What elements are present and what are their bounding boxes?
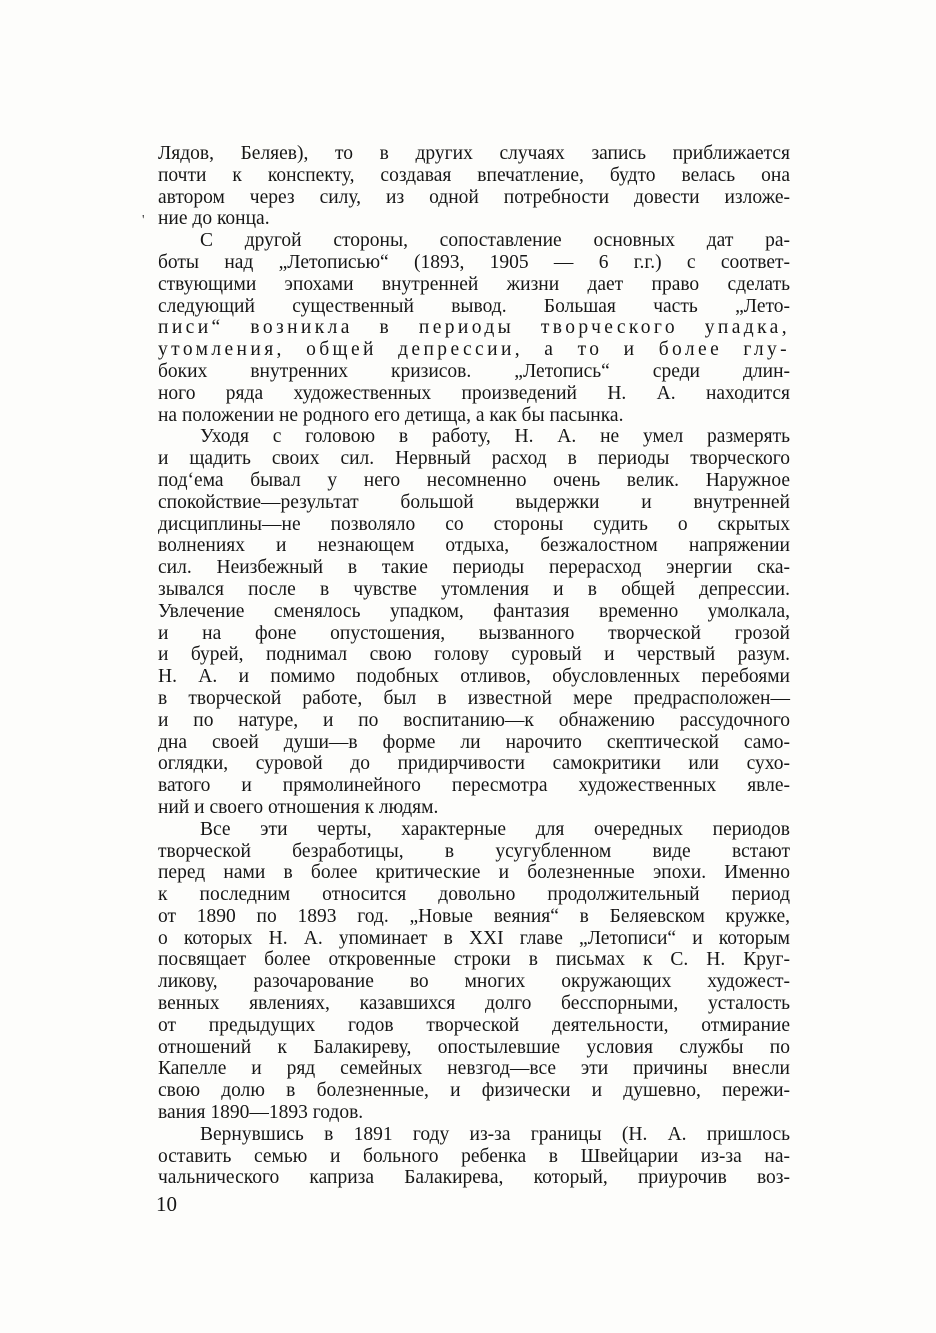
text-line: от предыдущих годов творческой деятельности, отмирание xyxy=(158,1014,790,1036)
text-line: Увлечение сменялось упадком, фантазия временно умолкала, xyxy=(158,600,790,622)
text-line: свою долю в болезненные, и физически и душевно, пережи- xyxy=(158,1080,790,1102)
text-line: Капелле и ряд семейных невзгод—все эти причины внесли xyxy=(158,1058,790,1080)
text-line: и щадить своих сил. Нервный расход в периоды творческого xyxy=(158,448,790,470)
text-line: С другой стороны, сопоставление основных дат ра- xyxy=(200,230,790,252)
text-line: дна своей души—в форме ли нарочито скептической само- xyxy=(158,731,790,753)
text-line: отношений к Балакиреву, опостылевшие условия службы по xyxy=(158,1036,790,1058)
text-line: Лядов, Беляев), то в других случаях запись приближается xyxy=(158,143,790,164)
text-line: чальнического каприза Балакирева, который, приурочив воз- xyxy=(158,1167,790,1189)
paragraph-5 xyxy=(158,1124,790,1189)
text-line: венных явлениях, казавшихся долго бесспорными, усталость xyxy=(158,993,790,1015)
text-line: на положении не родного его детища, а как бы пасынка. xyxy=(158,404,624,426)
text-line: Все эти черты, характерные для очередных периодов xyxy=(200,818,790,840)
text-line: посвящает более откровенные строки в письмах к С. Н. Круг- xyxy=(158,949,790,971)
text-line: и по натуре, и по воспитанию—к обнажению рассудочного xyxy=(158,709,790,731)
text-line: от 1890 по 1893 год. „Новые веяния“ в Беляевском кружке, xyxy=(158,905,790,927)
text-line: в творческой работе, был в известной мере предрасположен— xyxy=(158,687,790,709)
text-line: сил. Неизбежный в такие периоды перерасход энергии ска- xyxy=(158,557,790,579)
text-line: Вернувшись в 1891 году из-за границы (Н. А. пришлось xyxy=(200,1123,790,1145)
body-text xyxy=(158,143,790,1189)
text-line: почти к конспекту, создавая впечатление, будто велась она xyxy=(158,164,790,186)
text-line: Н. А. и помимо подобных отливов, обусловленных перебоями xyxy=(158,666,790,688)
text-line: ний и своего отношения к людям. xyxy=(158,796,439,818)
text-line: оглядки, суровой до придирчивости самокритики или сухо- xyxy=(158,753,790,775)
text-line: боких внутренних кризисов. „Летопись“ среди длин- xyxy=(158,360,790,382)
paragraph-2 xyxy=(158,230,790,426)
text-line: ного ряда художественных произведений Н. А. находится xyxy=(158,382,790,404)
text-line: ликову, разочарование во многих окружающих художест- xyxy=(158,971,790,993)
text-line: и бурей, поднимал свою голову суровый и черствый разум. xyxy=(158,644,790,666)
text-line: следующий существенный вывод. Большая часть „Лето- xyxy=(158,295,790,317)
text-line: дисциплины—не позволяло со стороны судить о скрытых xyxy=(158,513,790,535)
paragraph-1 xyxy=(158,143,790,230)
text-line: оставить семью и больного ребенка в Швейцарии из-за на- xyxy=(158,1145,790,1167)
text-line: творческой безработицы, в усугубленном виде встают xyxy=(158,840,790,862)
text-line: перед нами в более критические и болезненные эпохи. Именно xyxy=(158,862,790,884)
text-line: волнениях и незнающем отдыха, безжалостном напряжении xyxy=(158,535,790,557)
text-line: под‘ема бывал у него несомненно очень велик. Наружное xyxy=(158,469,790,491)
text-line: ние до конца. xyxy=(158,208,270,230)
stray-mark: ' xyxy=(142,213,145,228)
text-line: утомления, общей депрессии, а то и более глу- xyxy=(158,339,790,361)
text-line: к последним относится довольно продолжительный период xyxy=(158,884,790,906)
text-line: ствующими эпохами внутренней жизни дает право сделать xyxy=(158,273,790,295)
text-line: боты над „Летописью“ (1893, 1905 — 6 г.г.) с соответ- xyxy=(158,251,790,273)
text-line: автором через силу, из одной потребности довести изложе- xyxy=(158,186,790,208)
paragraph-3 xyxy=(158,426,790,818)
text-line: ватого и прямолинейного пересмотра художественных явле- xyxy=(158,775,790,797)
text-line: и на фоне опустошения, вызванного творческой грозой xyxy=(158,622,790,644)
text-line: зывался после в чувстве утомления и в общей депрессии. xyxy=(158,578,790,600)
text-line: писи“ возникла в периоды творческого упадка, xyxy=(158,317,790,339)
paragraph-4 xyxy=(158,819,790,1124)
text-line: Уходя с головою в работу, Н. А. не умел размерять xyxy=(200,426,790,448)
text-line: вания 1890—1893 годов. xyxy=(158,1102,364,1124)
page-number: 10 xyxy=(156,1192,177,1216)
text-line: о которых Н. А. упоминает в XXI главе „Летописи“ и которым xyxy=(158,927,790,949)
text-line: спокойствие—результат большой выдержки и внутренней xyxy=(158,491,790,513)
